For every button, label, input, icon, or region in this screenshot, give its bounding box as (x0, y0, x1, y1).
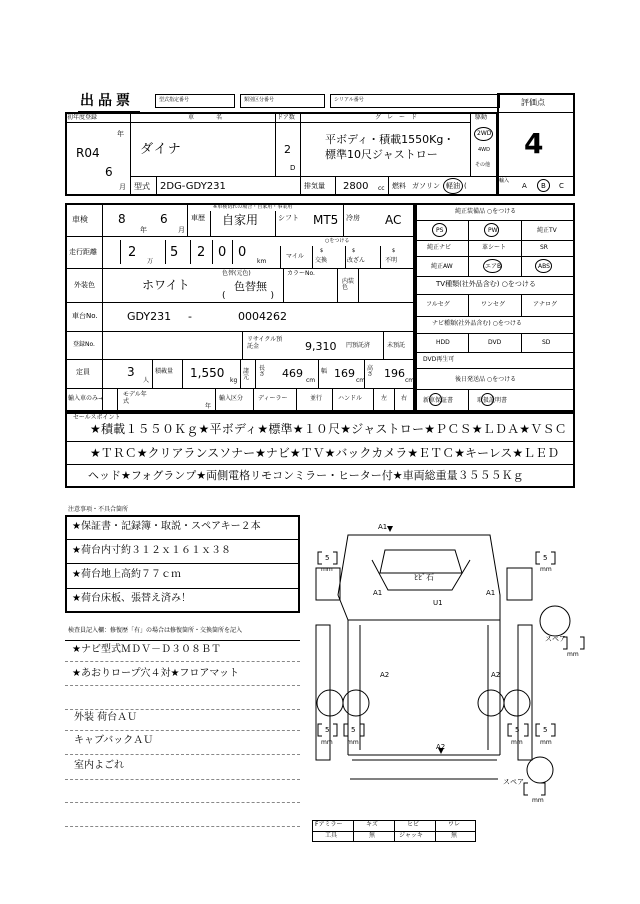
displacement-label: 排気量 (304, 182, 325, 190)
note-line-2: ★荷台内寸約３１２ｘ１６１ｘ３８ (72, 545, 231, 556)
notes-label: 注意事項・不具合箇所 (68, 506, 129, 513)
inspector-label: 検査員記入欄：修復歴「有」の場合は修復箇所・交換箇所を記入 (68, 627, 243, 634)
fuel-diesel: 軽油 (446, 182, 460, 190)
spare-tire-1 (540, 606, 570, 636)
shift-label: シフト (278, 214, 299, 222)
rear-right-wheel-outer (504, 690, 530, 716)
class-no-box: 類別区分番号 (240, 94, 325, 108)
sales-line-1: ★積載１５５０Ｋｇ★平ボディ★標準★１０尺★ジャストロー★ＰＣＳ★ＬＤＡ★ＶＳＣ (90, 422, 567, 436)
chassis-prefix: GDY231 (127, 310, 172, 323)
fuel-value: ガソリン (412, 182, 440, 190)
capacity-label: 定員 (76, 368, 90, 376)
doors-label: ドア数 (277, 114, 295, 121)
grade-line1: 平ボディ・積載1550Kg・ (325, 133, 455, 146)
model-value: 2DG-GDY231 (160, 181, 226, 192)
spare-tire-2 (527, 757, 553, 783)
ext-color-label: 外装色 (74, 281, 95, 289)
model-cert-box: 型式指定番号 (155, 94, 235, 108)
navi-title: ナビ種類(社外品含む) ○をつける (432, 320, 522, 327)
length-value: 469 (282, 367, 303, 380)
sales-line-3: ヘッド★フォグランプ★両側電格リモコンミラー・ヒーター付★車両総重量３５５５Ｋｇ (88, 469, 524, 482)
first-reg-month: 6 (105, 165, 113, 179)
reg-no-label: 登録No. (73, 341, 95, 348)
car-name-value: ダイナ (140, 142, 182, 157)
drive-label: 駆動 (475, 114, 488, 121)
inspector-line-4: 外装 荷台ＡＵ (74, 712, 138, 723)
inspector-line-1: ★ナビ型式ＭＤＶ－Ｄ３０８ＢＴ (72, 644, 221, 655)
tv-title: TV種類(社外品含む) ○をつける (436, 280, 536, 288)
shaken-label: 車検 (72, 215, 88, 224)
later-title: 後日発送品 ○をつける (455, 376, 517, 383)
cab-top (380, 550, 462, 573)
car-name-label: 車名 (188, 114, 245, 121)
ac-label: 冷房 (346, 214, 360, 222)
serial-no-box: シリアル番号 (330, 94, 500, 108)
ext-color-value: ホワイト (142, 278, 190, 292)
rear-left-wheel-inner (343, 690, 369, 716)
note-line-3: ★荷台地上高約７７ｃｍ (72, 569, 181, 580)
inspector-line-2: ★あおりロープ穴４対★フロアマット (72, 668, 240, 679)
roof-damage-label: ﾋﾋﾞ石 (414, 573, 434, 582)
first-reg-era: R04 (76, 146, 100, 160)
shaken-year: 8 (118, 212, 126, 226)
note-line-4: ★荷台床板、張替え済み！ (72, 593, 191, 604)
sales-label: セールスポイント (73, 414, 121, 421)
inspector-line-6: 室内よごれ (74, 760, 124, 771)
sales-line-2: ★ＴＲＣ★クリアランスソナー★ナビ★ＴＶ★バックカメラ★ＥＴＣ★キーレス★ＬＥＤ (90, 446, 560, 460)
history-label: 車歴 (191, 214, 205, 222)
capacity-value: 3 (127, 365, 135, 379)
grade-line2: 標準10尺ジャストロー (325, 148, 438, 161)
note-line-1: ★保証書・記録簿・取説・スペアキー２本 (72, 521, 261, 532)
doors-value: 2 (284, 143, 291, 156)
ac-value: AC (385, 213, 402, 227)
a1-marker-front (387, 526, 393, 532)
grade-label: グレード (375, 114, 424, 121)
inspector-line-5: キャブバックＡＵ (74, 735, 154, 746)
displacement-value: 2800 (343, 181, 369, 192)
load-value: 1,550 (190, 366, 225, 380)
shift-value: MT5 (313, 213, 339, 227)
page-title: 出品票 (80, 93, 134, 109)
color-change-value: 色替無 (234, 280, 267, 293)
model-label: 型式 (134, 182, 150, 191)
chassis-number: 0004262 (238, 310, 287, 323)
score-value: 4 (524, 127, 544, 160)
history-value: 自家用 (222, 213, 259, 227)
score-label: 評価点 (521, 98, 545, 107)
mileage-label: 走行距離 (69, 248, 97, 256)
first-reg-label: 初年度登録 (67, 114, 98, 121)
chassis-label: 車台No. (72, 312, 98, 320)
fuel-label: 燃料 (392, 182, 406, 190)
genuine-title: 純正装備品 ○をつける (455, 208, 517, 215)
width-value: 169 (334, 367, 355, 380)
drive-2wd: 2WD (477, 130, 492, 137)
height-value: 196 (384, 367, 405, 380)
shaken-month: 6 (160, 212, 168, 226)
recycle-value: 9,310 (305, 340, 337, 353)
